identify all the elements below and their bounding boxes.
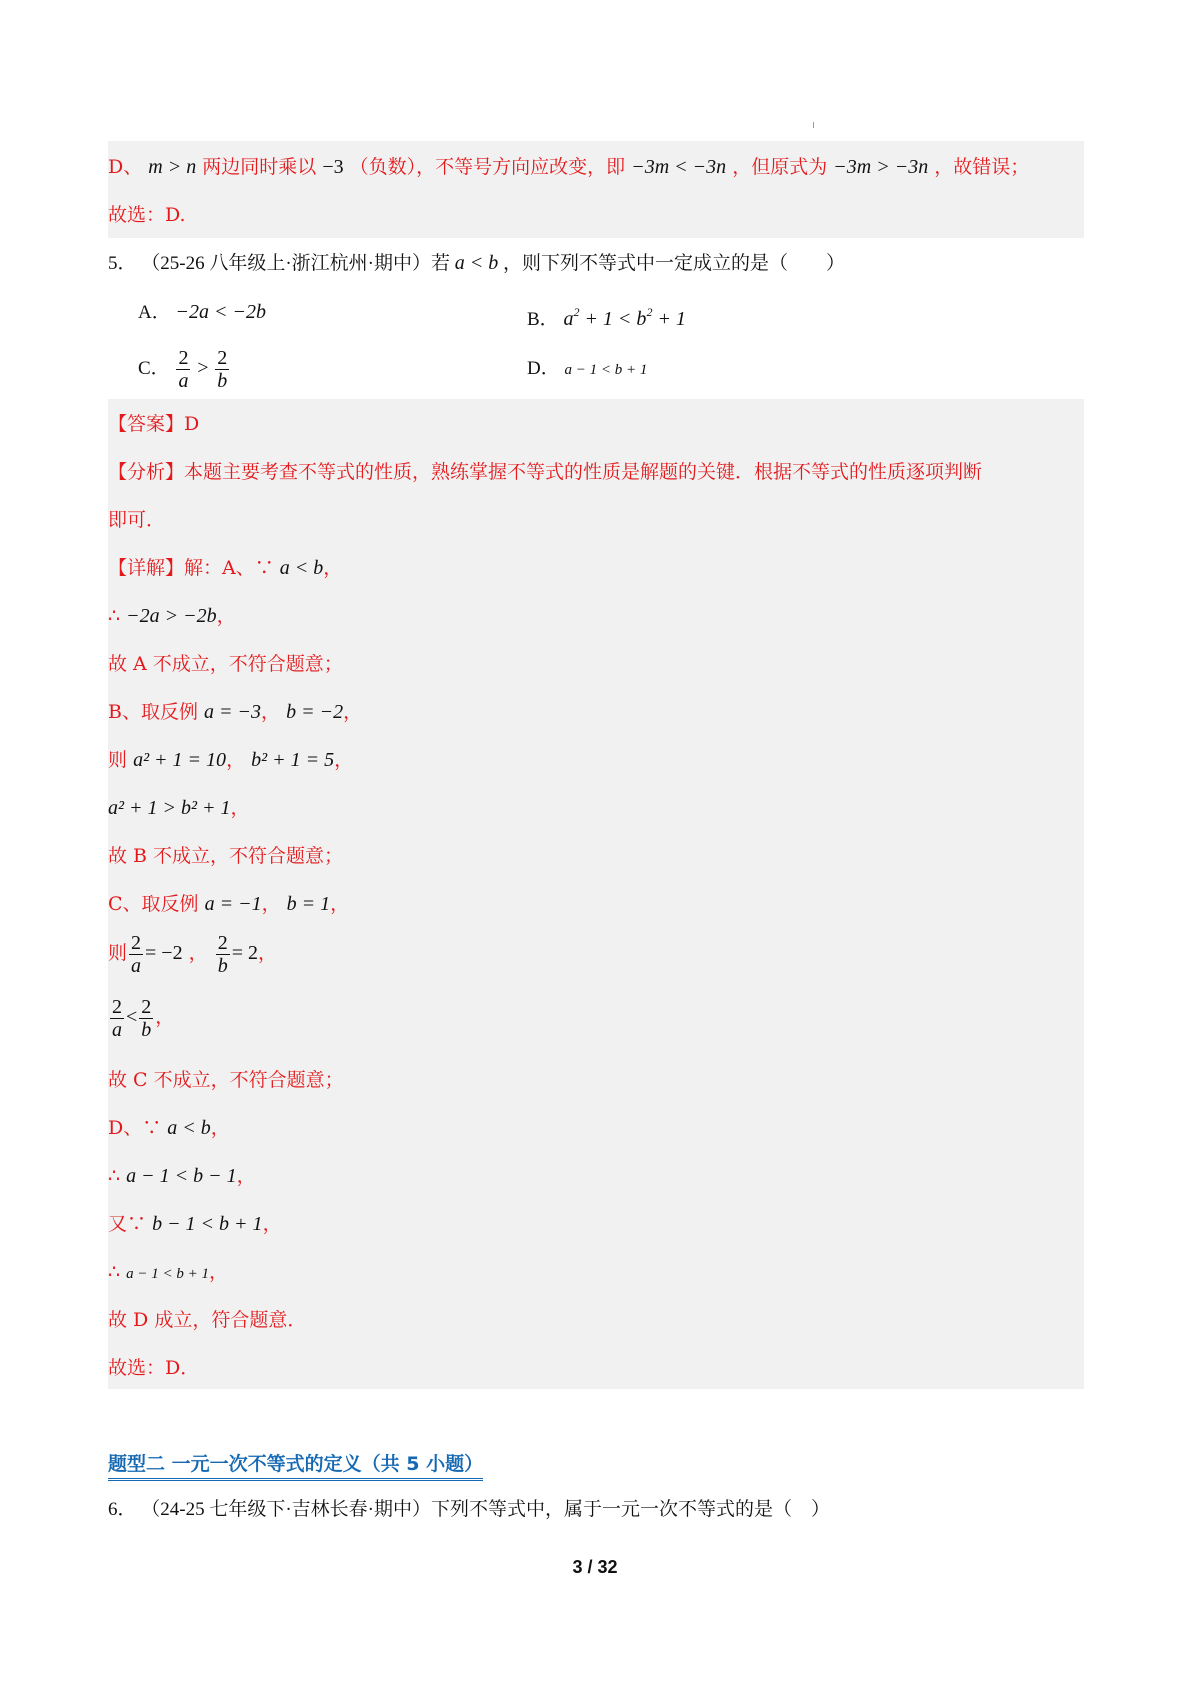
section-heading[interactable]: 题型二 一元一次不等式的定义（共 5 小题） [108,1449,483,1481]
detail-line-1 [108,555,342,581]
question-source: （25-26 八年级上·浙江杭州·期中）若 [141,253,450,274]
analysis-line-2: 即可． [108,509,166,531]
math-expr: −3m > −3n [833,156,929,178]
text: 两边同时乘以 [202,156,317,178]
fraction: $\frac{2}{a}$ [112,995,122,1041]
math-expr: a − 1 < b + 1 [564,362,648,378]
question-6-stem [108,1497,830,1523]
page-marker [813,122,814,128]
detail-line-5 [108,747,353,773]
math-expr: −2a > −2b [126,605,217,627]
math-expr: −3 [322,156,344,178]
text: ，故错误； [934,156,1030,178]
detail-line-7: 故 B 不成立，不符合题意； [108,845,344,867]
question-number: 5． [108,253,137,274]
math-expr: a − 1 < b − 1 [126,1165,237,1187]
text: ， [323,557,343,579]
detail-line-10: $\frac{2}{a}$ < $\frac{2}{b}$ ， [112,995,175,1041]
question-number: 6． [108,1499,137,1520]
detail-line-6 [108,795,250,821]
text: 解：A、∵ [184,557,274,579]
text: ， [226,749,246,771]
fraction: $\frac{2}{b}$ [217,347,228,393]
text: ， [262,1213,282,1235]
text: ， [334,749,354,771]
math-expr: b − 1 < b + 1 [152,1213,263,1235]
fraction: $\frac{2}{a}$ [178,347,189,393]
option-d [527,356,647,383]
math-expr: a − 1 < b + 1 [126,1266,210,1282]
prev-solution-line-d [108,154,1029,180]
option-b [527,299,686,333]
text: ， [343,701,363,723]
option-prefix: D、 [108,156,143,178]
text: ∴ [108,605,121,627]
detail-line-4 [108,699,362,725]
text: 又∵ [108,1213,147,1235]
detail-line-15 [108,1259,228,1287]
math-expr: −3m < −3n [631,156,727,178]
math-expr: $a^2 + 1 < b^2 + 1$ [563,305,686,330]
text: 则 [108,749,128,771]
analysis-line-1 [108,459,982,485]
detail-line-8 [108,891,349,917]
text: ， [261,701,281,723]
question-text: （24-25 七年级下·吉林长春·期中）下列不等式中，属于一元一次不等式的是（ ） [141,1499,830,1520]
detail-label: 【详解】 [108,557,185,579]
option-label: C． [138,358,170,379]
detail-line-16: 故 D 成立，符合题意． [108,1309,307,1331]
math-expr: a = −3 [204,701,262,723]
analysis-label: 【分析】 [108,461,185,483]
option-label: A． [138,302,171,323]
text: ， [216,605,236,627]
text: 则 [108,942,128,964]
detail-line-3: 故 A 不成立，不符合题意； [108,653,343,675]
detail-line-13 [108,1163,256,1189]
text: B、取反例 [108,701,198,723]
fraction: $\frac{2}{b}$ [141,995,152,1041]
detail-line-17: 故选：D． [108,1357,200,1379]
detail-line-11: 故 C 不成立，不符合题意； [108,1069,344,1091]
text: ， [209,1261,229,1283]
math-expr: a < b [454,252,499,274]
text: ∴ [108,1261,121,1283]
fraction: $\frac{2}{b}$ [217,931,228,977]
option-a [138,299,266,326]
math-expr: b = −2 [286,701,344,723]
math-expr: b = 1 [286,893,331,915]
detail-line-9: 则 $\frac{2}{a}$ = −2 ， $\frac{2}{b}$ = 2， [108,931,277,977]
question-5-stem [108,250,845,277]
detail-line-14 [108,1211,282,1237]
text: C、取反例 [108,893,199,915]
answer-value: D [184,413,200,435]
math-expr: m > n [148,156,197,178]
math-expr: −2a < −2b [175,301,266,323]
option-label: D． [527,358,560,379]
text: D、∵ [108,1117,162,1139]
math-expr: a = −1 [204,893,262,915]
answer-line [108,411,199,437]
option-c: C． $\frac{2}{a}$ > $\frac{2}{b}$ [138,347,228,393]
math-expr: a² + 1 > b² + 1 [108,797,231,819]
detail-line-12 [108,1115,230,1141]
option-label: B． [527,309,559,330]
analysis-text: 本题主要考查不等式的性质，熟练掌握不等式的性质是解题的关键．根据不等式的性质逐项判断 [184,461,983,483]
text: ∴ [108,1165,121,1187]
detail-line-2 [108,603,236,629]
math-expr: a < b [279,557,324,579]
answer-label: 【答案】 [108,413,185,435]
text: ， [261,893,281,915]
text: （负数），不等号方向应改变，即 [349,156,626,178]
page-number: 3 / 32 [572,1557,618,1577]
text: ，但原式为 [732,156,828,178]
math-expr: a < b [167,1117,211,1139]
text: ， [230,797,250,819]
fraction: $\frac{2}{a}$ [131,931,142,977]
text: ， [210,1117,230,1139]
prev-solution-conclusion: 故选：D. [108,204,186,226]
math-expr: a² + 1 = 10 [133,749,227,771]
text: ， [330,893,350,915]
math-expr: b² + 1 = 5 [251,749,335,771]
text: ， [236,1165,256,1187]
question-text: ，则下列不等式中一定成立的是（ ） [503,253,846,274]
